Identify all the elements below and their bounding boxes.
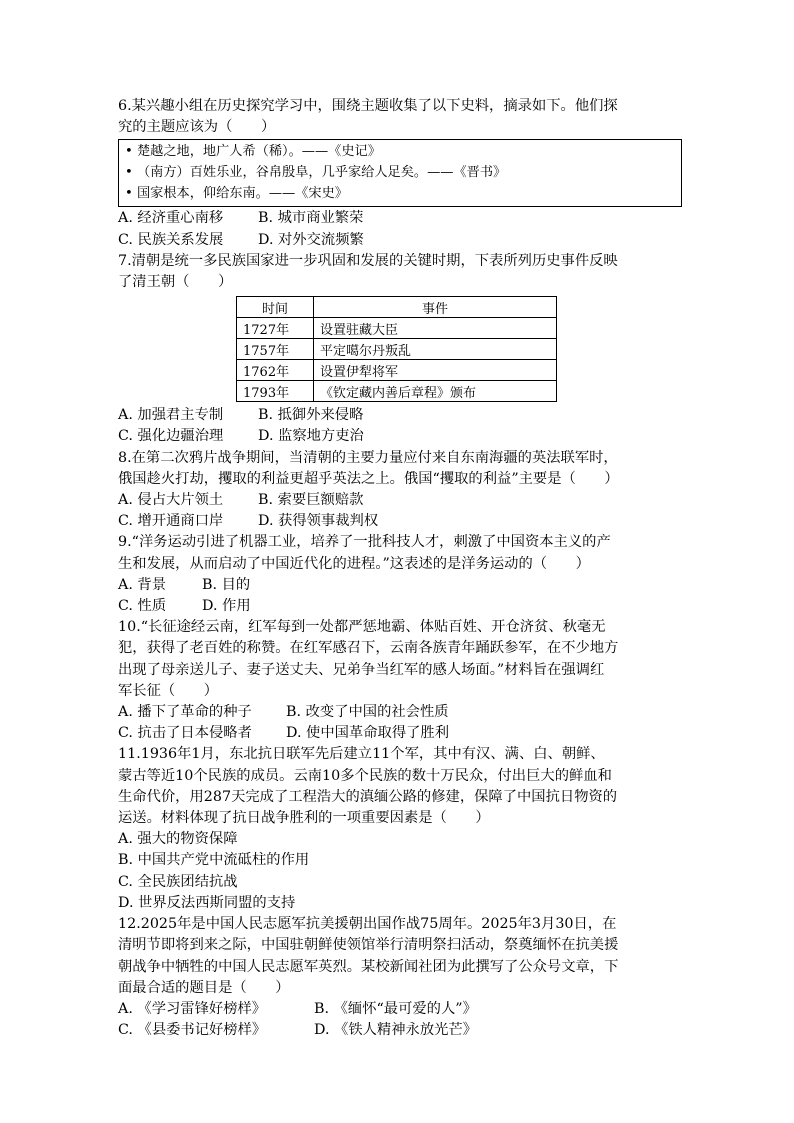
table-cell-event: 《钦定藏内善后章程》颁布	[314, 381, 557, 402]
q6-option-d[interactable]: D. 对外交流频繁	[258, 231, 364, 248]
table-cell-year: 1762年	[237, 360, 314, 381]
q12-stem-line: 清明节即将到来之际，中国驻朝鲜使领馆举行清明祭扫活动，祭奠缅怀在抗美援	[118, 937, 619, 954]
q10-option-a[interactable]: A. 播下了革命的种子	[118, 704, 252, 721]
q7-stem-line: 7.清朝是统一多民族国家进一步巩固和发展的关键时期，下表所列历史事件反映	[118, 252, 618, 269]
q10-stem-line: 犯，获得了老百姓的称赞。在红军感召下，云南各族青年踊跃参军，在不少地方	[118, 640, 619, 657]
table-cell-year: 1757年	[237, 339, 314, 360]
q6-source-line: • 国家根本，仰给东南。——《宋史》	[125, 186, 348, 202]
q8-stem-line: 8.在第二次鸦片战争期间，当清朝的主要力量应付来自东南海疆的英法联军时，	[118, 449, 618, 466]
q12-options-row	[118, 1020, 684, 1041]
q12-option-a[interactable]: A. 《学习雷锋好榜样》	[118, 1000, 267, 1017]
q11-stem-line: 运送。材料体现了抗日战争胜利的一项重要因素是（ ）	[118, 810, 490, 827]
q11-stem-line: 11.1936年1月，东北抗日联军先后建立11个军，其中有汉、满、白、朝鲜、	[118, 746, 605, 763]
q11-option-d[interactable]: D. 世界反法西斯同盟的支持	[118, 894, 296, 911]
table-header-row	[237, 297, 557, 318]
q7-options-row	[118, 405, 684, 426]
q11-option-c[interactable]: C. 全民族团结抗战	[118, 873, 238, 890]
table-cell-event: 设置伊犁将军	[314, 360, 557, 381]
q6-options-row	[118, 230, 684, 251]
table-cell-event: 平定噶尔丹叛乱	[314, 339, 557, 360]
q10-stem-line: 10.“长征途经云南，红军每到一处都严惩地霸、体贴百姓、开仓济贫、秋毫无	[118, 619, 606, 636]
q10-options-row	[118, 723, 684, 744]
table-cell-event: 设置驻藏大臣	[314, 318, 557, 339]
q9-stem-line: 9.“洋务运动引进了机器工业，培养了一批科技人才，刺激了中国资本主义的产	[118, 534, 611, 551]
q6-stem-line: 6.某兴趣小组在历史探究学习中，围绕主题收集了以下史料，摘录如下。他们探	[118, 98, 618, 114]
q7-option-b[interactable]: B. 抵御外来侵略	[258, 407, 364, 424]
q7-events-table	[236, 296, 557, 402]
q6-option-a[interactable]: A. 经济重心南移	[118, 210, 224, 227]
q9-stem-line: 生和发展，从而启动了中国近代化的进程。”这表述的是洋务运动的（ ）	[118, 555, 590, 572]
q9-options-row	[118, 575, 684, 596]
q12-stem-line: 朝战争中牺牲的中国人民志愿军英烈。某校新闻社团为此撰写了公众号文章，下	[118, 958, 619, 975]
q6-option-c[interactable]: C. 民族关系发展	[118, 231, 224, 248]
question-11	[118, 744, 684, 914]
q11-option-a[interactable]: A. 强大的物资保障	[118, 831, 238, 848]
q6-source-box	[118, 139, 682, 207]
table-cell-year: 1727年	[237, 318, 314, 339]
q6-option-b[interactable]: B. 城市商业繁荣	[258, 210, 364, 227]
q8-option-c[interactable]: C. 增开通商口岸	[118, 513, 224, 530]
q12-option-d[interactable]: D. 《铁人精神永放光芒》	[314, 1022, 478, 1039]
table-row	[237, 339, 557, 360]
q12-option-b[interactable]: B. 《缅怀“最可爱的人”》	[314, 1000, 477, 1017]
q8-option-b[interactable]: B. 索要巨额赔款	[258, 492, 364, 509]
q11-stem-line: 生命代价，用287天完成了工程浩大的滇缅公路的修建，保障了中国抗日物资的	[118, 788, 618, 805]
table-cell-year: 1793年	[237, 381, 314, 402]
q8-options-row	[118, 490, 684, 511]
table-row	[237, 360, 557, 381]
table-header-event: 事件	[314, 297, 557, 318]
q8-option-d[interactable]: D. 获得领事裁判权	[258, 513, 379, 530]
q6-source-line: • （南方）百姓乐业，谷帛殷阜，几乎家给人足矣。——《晋书》	[125, 165, 507, 181]
q12-option-c[interactable]: C. 《县委书记好榜样》	[118, 1022, 267, 1039]
q10-stem-line: 出现了母亲送儿子、妻子送丈夫、兄弟争当红军的感人场面。”材料旨在强调红	[118, 661, 605, 678]
table-header-time: 时间	[237, 297, 314, 318]
table-row	[237, 381, 557, 402]
q10-stem-line: 军长征（ ）	[118, 682, 219, 699]
q12-stem-line: 面最合适的题目是（ ）	[118, 979, 290, 996]
q11-stem-line: 蒙古等近10个民族的成员。云南10多个民族的数十万民众，付出巨大的鲜血和	[118, 767, 612, 784]
q6-source-line: • 楚越之地，地广人希（稀）。——《史记》	[125, 144, 381, 160]
q10-options-row	[118, 702, 684, 723]
question-6	[118, 96, 684, 251]
q9-option-a[interactable]: A. 背景	[118, 576, 167, 593]
q6-stem-line: 究的主题应该为（ ）	[118, 119, 276, 136]
q10-option-c[interactable]: C. 抗击了日本侵略者	[118, 725, 252, 742]
q12-options-row	[118, 999, 684, 1020]
q7-stem-line: 了清王朝（ ）	[118, 274, 233, 291]
exam-page	[118, 96, 684, 1041]
q9-option-c[interactable]: C. 性质	[118, 598, 167, 615]
q7-option-c[interactable]: C. 强化边疆治理	[118, 428, 224, 445]
q11-option-b[interactable]: B. 中国共产党中流砥柱的作用	[118, 852, 310, 869]
q6-options-row	[118, 208, 684, 229]
question-10	[118, 617, 684, 744]
q8-stem-line: 俄国趁火打劫，攫取的利益更超乎英法之上。俄国“攫取的利益”主要是（ ）	[118, 470, 619, 487]
q8-options-row	[118, 511, 684, 532]
q9-option-b[interactable]: B. 目的	[202, 576, 251, 593]
question-9	[118, 532, 684, 617]
question-7	[118, 251, 684, 448]
question-12	[118, 914, 684, 1041]
q9-option-d[interactable]: D. 作用	[202, 598, 251, 615]
q8-option-a[interactable]: A. 侵占大片领土	[118, 492, 224, 509]
q12-stem-line: 12.2025年是中国人民志愿军抗美援朝出国作战75周年。2025年3月30日，在	[118, 916, 617, 933]
q7-option-d[interactable]: D. 监察地方吏治	[258, 428, 364, 445]
q10-option-d[interactable]: D. 使中国革命取得了胜利	[286, 725, 450, 742]
q7-options-row	[118, 426, 684, 447]
table-row	[237, 318, 557, 339]
q9-options-row	[118, 596, 684, 617]
question-8	[118, 448, 684, 533]
q10-option-b[interactable]: B. 改变了中国的社会性质	[286, 704, 449, 721]
q7-option-a[interactable]: A. 加强君主专制	[118, 407, 224, 424]
